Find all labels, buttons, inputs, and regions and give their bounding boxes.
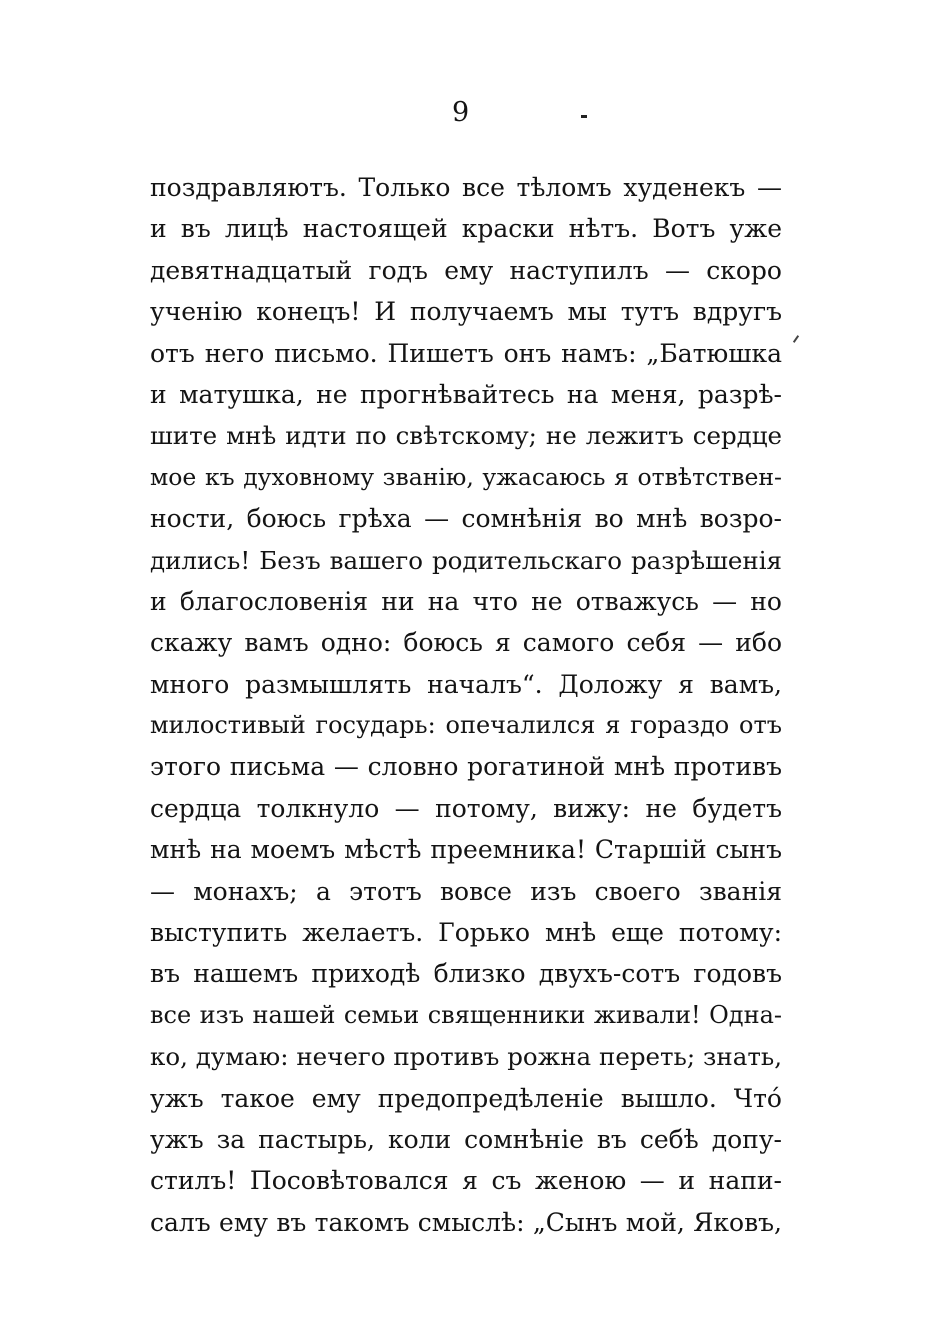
text-line: ужъ такое ему предопредѣленіе вышло. Чтó xyxy=(150,1083,782,1113)
text-line: скажу вамъ одно: боюсь я самого себя — ибо xyxy=(150,628,782,658)
text-line: стилъ! Посовѣтовался я съ женою — и напи- xyxy=(150,1166,782,1196)
text-line: поздравляютъ. Только все тѣломъ худенекъ — xyxy=(150,173,782,202)
text-line: отъ него письмо. Пишетъ онъ намъ: „Батюшка xyxy=(150,338,782,368)
text-line: много размышлять началъ“. Доложу я вамъ, xyxy=(150,669,782,699)
text-line: все изъ нашей семьи священники живали! Одна- xyxy=(150,1000,782,1029)
text-line: дились! Безъ вашего родительскаго разрѣшенія xyxy=(150,545,782,575)
text-line: мое къ духовному званію, ужасаюсь я отвѣтствен- xyxy=(150,462,782,491)
text-line: ко, думаю: нечего противъ рожна переть; знать, xyxy=(150,1042,782,1072)
page-number: 9 xyxy=(452,97,470,128)
text-line: этого письма — словно рогатиной мнѣ противъ xyxy=(150,752,782,782)
text-line: и въ лицѣ настоящей краски нѣтъ. Вотъ уже xyxy=(150,214,782,244)
text-line: милостивый государь: опечалился я гораздо отъ xyxy=(150,711,782,740)
text-line: выступить желаетъ. Горько мнѣ еще потому: xyxy=(150,918,782,948)
body-text xyxy=(150,167,782,1243)
text-line: салъ ему въ такомъ смыслѣ: „Сынъ мой, Яковъ, xyxy=(150,1207,782,1237)
text-line: сердца толкнуло — потому, вижу: не будетъ xyxy=(150,793,782,823)
text-line: ужъ за пастырь, коли сомнѣніе въ себѣ допу- xyxy=(150,1124,782,1154)
print-mark xyxy=(581,115,587,118)
print-mark-tick xyxy=(793,335,799,343)
text-line: девятнадцатый годъ ему наступилъ — скоро xyxy=(150,255,782,285)
text-line: — монахъ; а этотъ вовсе изъ своего званія xyxy=(150,876,782,906)
text-line: мнѣ на моемъ мѣстѣ преемника! Старшій сынъ xyxy=(150,835,782,865)
text-line: и благословенія ни на что не отважусь — но xyxy=(150,586,782,616)
text-line: шите мнѣ идти по свѣтскому; не лежитъ сердце xyxy=(150,421,782,451)
text-line: въ нашемъ приходѣ близко двухъ-сотъ годовъ xyxy=(150,959,782,989)
text-line: и матушка, не прогнѣвайтесь на меня, разрѣ- xyxy=(150,379,782,409)
text-line: ученію конецъ! И получаемъ мы тутъ вдругъ xyxy=(150,297,782,327)
text-line: ности, боюсь грѣха — сомнѣнія во мнѣ возро- xyxy=(150,504,782,534)
